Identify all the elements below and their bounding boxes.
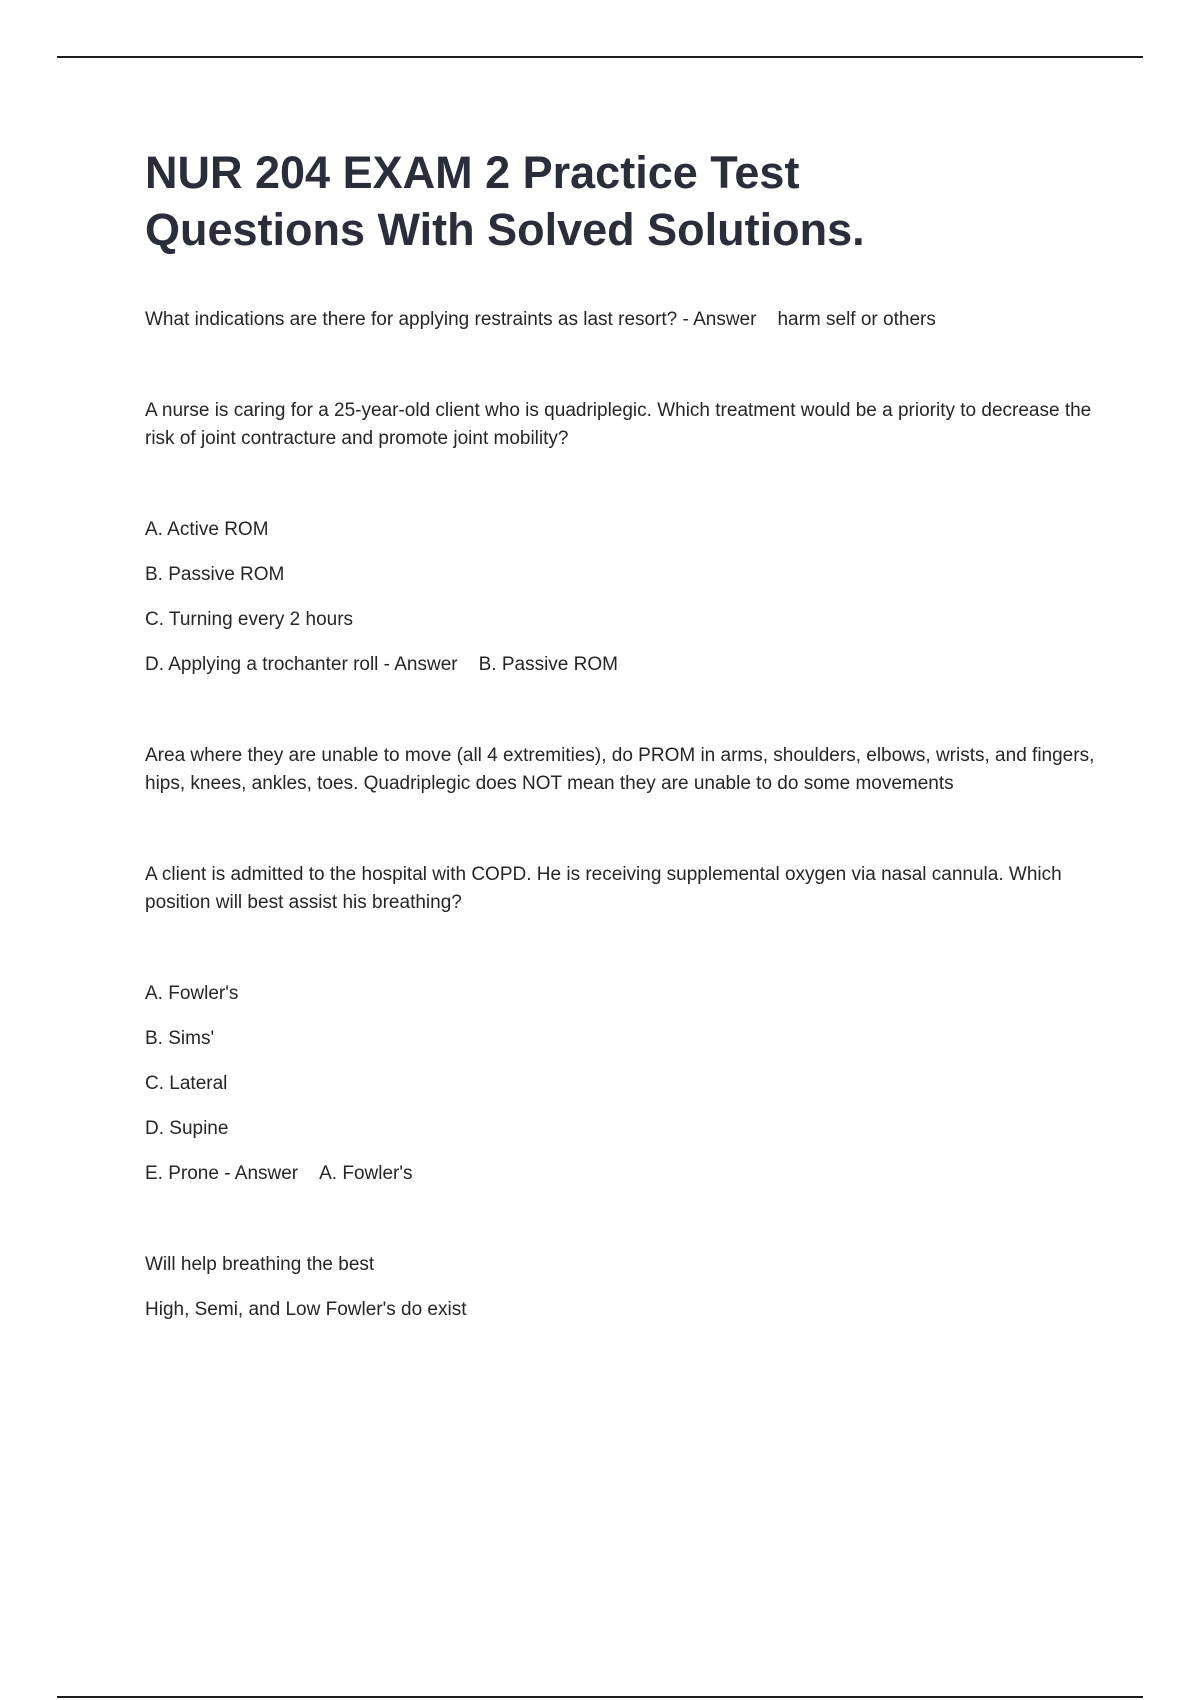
- q3-question: A client is admitted to the hospital with COPD. He is receiving supplemental oxygen via nasal cannula. Which position will best assist his breathing?: [145, 864, 1062, 913]
- q3-option-e-answer: [145, 1160, 1095, 1188]
- title-line-2: Questions With Solved Solutions.: [145, 204, 865, 255]
- q2-answer: B. Passive ROM: [478, 654, 618, 675]
- q2-option-c: C. Turning every 2 hours: [145, 609, 354, 630]
- q3-rationale-line-1: Will help breathing the best: [145, 1254, 375, 1275]
- q3-option-d: D. Supine: [145, 1118, 229, 1139]
- q2-option-b: B. Passive ROM: [145, 564, 285, 585]
- q3-option-b: B. Sims': [145, 1028, 215, 1049]
- q2-option-d-answer: [145, 651, 1095, 679]
- q1-question-answer: [145, 306, 1095, 334]
- q3-answer: A. Fowler's: [319, 1163, 413, 1184]
- document-body: [145, 144, 1095, 1324]
- q3-rationale-line-2: High, Semi, and Low Fowler's do exist: [145, 1299, 467, 1320]
- q2-question: A nurse is caring for a 25-year-old client who is quadriplegic. Which treatment would be a priority to decrease the risk of joint contracture and promote joint mobility?: [145, 400, 1092, 449]
- q2-option-d: D. Applying a trochanter roll - Answer: [145, 654, 458, 675]
- q1-question: What indications are there for applying restraints as last resort? - Answer: [145, 309, 757, 330]
- q2-option-a: A. Active ROM: [145, 519, 269, 540]
- q3-option-e: E. Prone - Answer: [145, 1163, 299, 1184]
- title-line-1: NUR 204 EXAM 2 Practice Test: [145, 147, 800, 198]
- document-title: [145, 144, 1095, 258]
- q1-answer: harm self or others: [777, 309, 936, 330]
- footer-rule: [57, 1696, 1143, 1698]
- header-rule: [57, 56, 1143, 58]
- q3-option-a: A. Fowler's: [145, 983, 239, 1004]
- q2-rationale: Area where they are unable to move (all 4 extremities), do PROM in arms, shoulders, elbows, wrists, and fingers, hips, knees, ankles, toes. Quadriplegic does NOT mean they are unable to do some movements: [145, 745, 1095, 794]
- q3-option-c: C. Lateral: [145, 1073, 228, 1094]
